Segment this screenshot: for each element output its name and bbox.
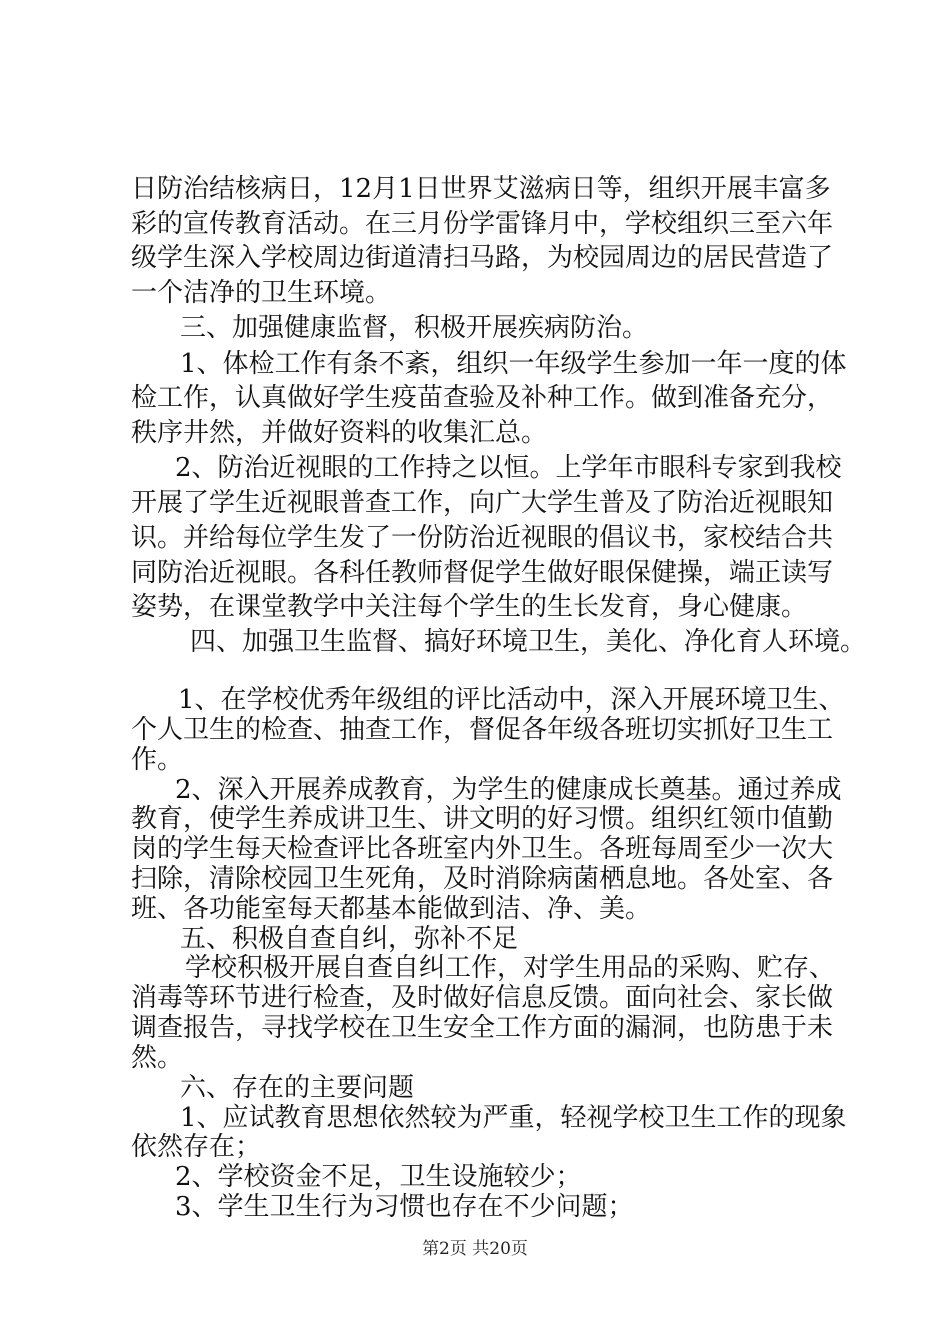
text-line: 然。 bbox=[131, 1042, 184, 1073]
text-line: 1、应试教育思想依然较为严重，轻视学校卫生工作的现象 bbox=[180, 1102, 847, 1133]
text-line: 一个洁净的卫生环境。 bbox=[131, 278, 392, 308]
page-footer: 第2页 共20页 bbox=[422, 1239, 528, 1259]
text-line: 1、在学校优秀年级组的评比活动中，深入开展环境卫生、 bbox=[178, 685, 845, 715]
text-line: 调查报告，寻找学校在卫生安全工作方面的漏洞，也防患于未 bbox=[131, 1013, 834, 1044]
text-line: 3、学生卫生行为习惯也存在不少问题； bbox=[175, 1192, 634, 1222]
section-heading: 四、加强卫生监督、搞好环境卫生，美化、净化育人环境。 bbox=[190, 627, 867, 657]
section-heading: 五、积极自查自纠，弥补不足 bbox=[180, 923, 519, 954]
text-line: 2、防治近视眼的工作持之以恒。上学年市眼科专家到我校 bbox=[175, 453, 842, 483]
text-line: 2、深入开展养成教育，为学生的健康成长奠基。通过养成 bbox=[175, 774, 842, 805]
text-line: 班、各功能室每天都基本能做到洁、净、美。 bbox=[131, 893, 652, 924]
text-line: 岗的学生每天检查评比各班室内外卫生。各班每周至少一次大 bbox=[131, 834, 834, 865]
text-line: 消毒等环节进行检查，及时做好信息反馈。面向社会、家长做 bbox=[131, 983, 834, 1014]
text-line: 1、体检工作有条不紊，组织一年级学生参加一年一度的体 bbox=[180, 349, 847, 379]
text-line: 学校积极开展自查自纠工作，对学生用品的采购、贮存、 bbox=[185, 953, 836, 984]
text-line: 个人卫生的检查、抽查工作，督促各年级各班切实抓好卫生工 bbox=[131, 714, 834, 745]
section-heading: 六、存在的主要问题 bbox=[180, 1072, 415, 1103]
text-line: 开展了学生近视眼普查工作，向广大学生普及了防治近视眼知 bbox=[131, 488, 834, 518]
text-line: 姿势，在课堂教学中关注每个学生的生长发育，身心健康。 bbox=[131, 592, 808, 622]
text-line: 同防治近视眼。各科任教师督促学生做好眼保健操，端正读写 bbox=[131, 558, 834, 588]
text-line: 彩的宣传教育活动。在三月份学雷锋月中，学校组织三至六年 bbox=[131, 209, 834, 239]
text-line: 作。 bbox=[131, 744, 184, 775]
text-line: 日防治结核病日，12月1日世界艾滋病日等，组织开展丰富多 bbox=[131, 174, 831, 204]
text-line: 秩序井然，并做好资料的收集汇总。 bbox=[131, 418, 548, 448]
section-heading: 三、加强健康监督，积极开展疾病防治。 bbox=[180, 313, 649, 343]
text-line: 2、学校资金不足，卫生设施较少； bbox=[175, 1162, 582, 1193]
text-line: 依然存在； bbox=[131, 1132, 262, 1163]
text-line: 扫除，清除校园卫生死角，及时消除病菌栖息地。各处室、各 bbox=[131, 863, 834, 894]
text-line: 识。并给每位学生发了一份防治近视眼的倡议书，家校结合共 bbox=[131, 523, 834, 553]
text-line: 教育，使学生养成讲卫生、讲文明的好习惯。组织红领巾值勤 bbox=[131, 804, 834, 835]
text-line: 级学生深入学校周边街道清扫马路，为校园周边的居民营造了 bbox=[131, 243, 834, 273]
text-line: 检工作，认真做好学生疫苗查验及补种工作。做到准备充分， bbox=[131, 383, 834, 413]
